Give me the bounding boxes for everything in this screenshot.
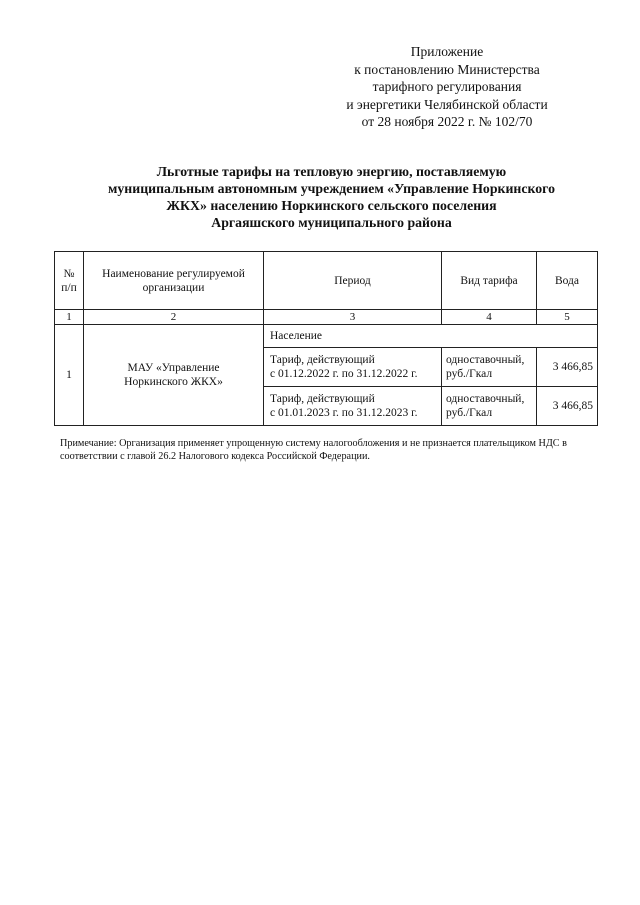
appendix-line: тарифного регулирования [372,79,522,94]
tariff-value: 3 466,85 [537,387,598,426]
header-org-line: Наименование регулируемой [102,267,245,280]
row-number: 1 [55,325,84,426]
tariff-type [442,387,537,426]
header-water: Вода [537,252,598,310]
tariff-type-line: руб./Гкал [446,368,493,380]
table-header-row [55,252,598,310]
organization-name [84,325,264,426]
column-index: 3 [264,310,442,325]
period-line: с 01.01.2023 г. по 31.12.2023 г. [270,407,418,419]
period-line: Тариф, действующий [270,354,375,366]
column-index: 4 [442,310,537,325]
tariff-type-line: одноставочный, [446,393,525,405]
appendix-date-line: от 28 ноября 2022 г. № 102/70 [361,114,533,129]
table-row [55,325,598,348]
tariff-table [54,251,598,426]
column-index: 1 [55,310,84,325]
header-number-line: п/п [61,281,77,294]
header-tariff-type: Вид тарифа [442,252,537,310]
appendix-line: Приложение [410,44,484,59]
header-number-line: № [63,267,75,280]
header-period: Период [264,252,442,310]
header-organization [84,252,264,310]
period-line: Тариф, действующий [270,393,375,405]
header-org-line: организации [142,281,205,294]
tariff-type [442,348,537,387]
org-name-line: Норкинского ЖКХ» [124,376,223,388]
tariff-type-line: одноставочный, [446,354,525,366]
period-line: с 01.12.2022 г. по 31.12.2022 г. [270,368,418,380]
title-line: ЖКХ» населению Норкинского сельского поселения [166,198,497,213]
header-number [55,252,84,310]
title-line: Аргаяшского муниципального района [211,215,452,230]
document-title [50,163,613,231]
appendix-line: к постановлению Министерства [354,61,540,77]
tariff-type-line: руб./Гкал [446,407,493,419]
appendix-block [317,43,577,131]
appendix-line: и энергетики Челябинской области [346,96,548,112]
column-index: 5 [537,310,598,325]
title-line: Льготные тарифы на тепловую энергию, поставляемую [156,164,507,179]
tariff-value: 3 466,85 [537,348,598,387]
consumer-group: Население [264,325,598,348]
tariff-period [264,387,442,426]
org-name-line: МАУ «Управление [127,362,220,374]
title-line: муниципальным автономным учреждением «Управление Норкинского [108,181,555,196]
footnote: Примечание: Организация применяет упрощенную систему налогообложения и не признается плательщиком НДС в соответствии с главой 26.2 Налогового кодекса Российской Федерации. [60,438,567,462]
tariff-period [264,348,442,387]
column-index: 2 [84,310,264,325]
column-index-row [55,310,598,325]
